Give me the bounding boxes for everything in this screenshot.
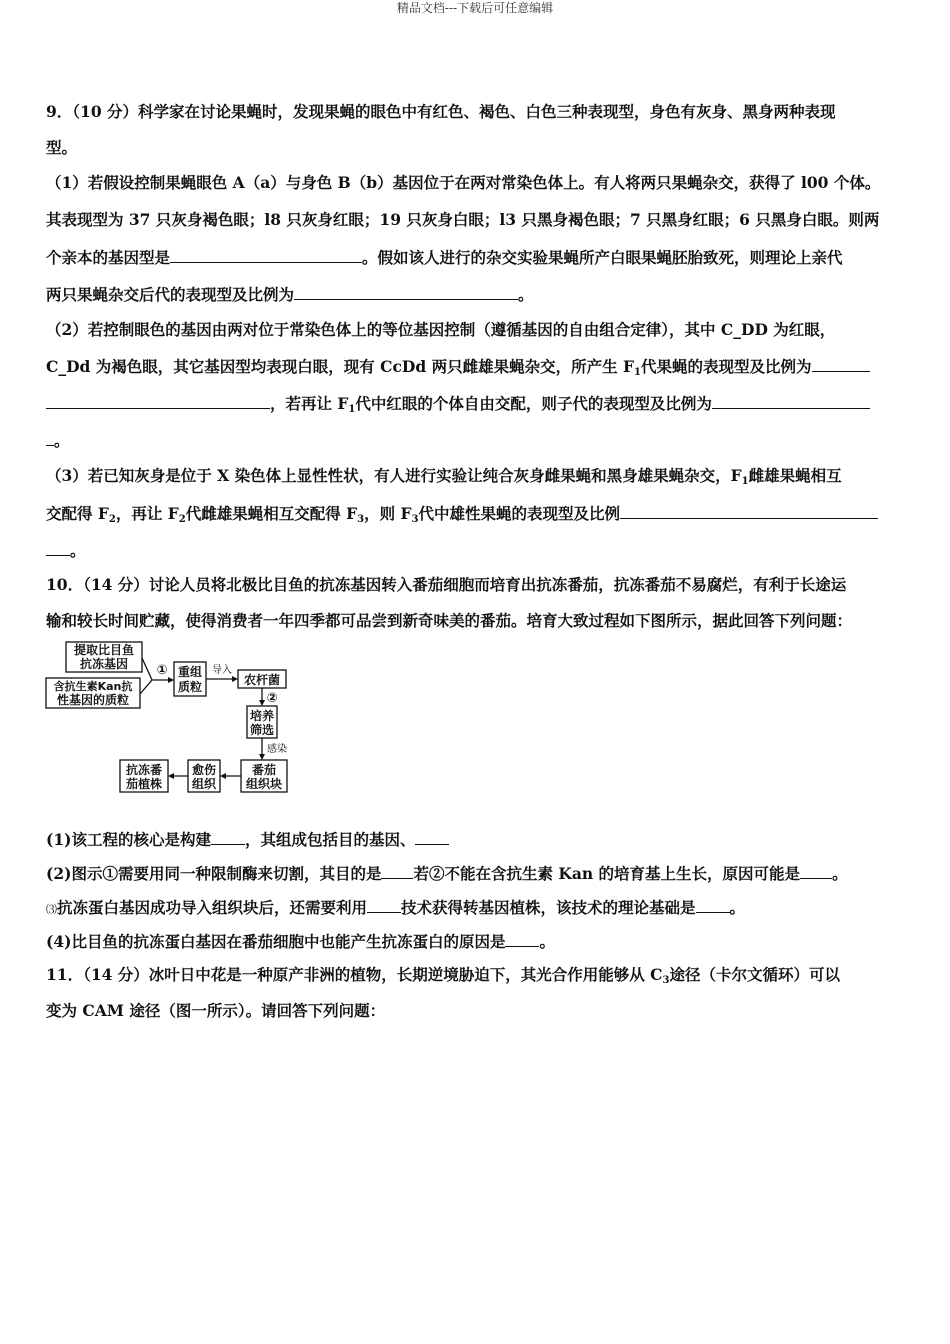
q10-sub-2 (46, 863, 908, 884)
diagram-label: 抗冻基因 (79, 657, 129, 671)
q9-line-13-text: 。 (70, 541, 86, 560)
diagram-label: 茄植株 (125, 777, 163, 791)
subscript: 1 (634, 367, 641, 378)
arrow-head (259, 754, 265, 760)
q9-line-8-text-b: 代果蝇的表现型及比例为 (640, 357, 812, 376)
q9-line-6-text-a: 两只果蝇杂交后代的表现型及比例为 (46, 285, 295, 304)
answer-blank (46, 430, 54, 446)
q9-line-10 (46, 430, 908, 451)
q10-sub-2-text-a: (2)图示①需要用同一种限制酶来切割，其目的是 (46, 864, 382, 883)
q10-sub-4-text-a: (4)比目鱼的抗冻蛋白基因在番茄细胞中也能产生抗冻蛋白的原因是 (46, 932, 506, 951)
answer-blank (211, 829, 245, 845)
q9-line-11-text-a: （3）若已知灰身是位于 X 染色体上显性性状，有人进行实验让纯合灰身雌果蝇和黑身雄果蝇杂交，F (46, 466, 742, 485)
q9-line-12 (46, 503, 908, 524)
q10-sub-2-text-b: 若②不能在含抗生素 Kan 的培育基上生长，原因可能是 (413, 864, 801, 883)
subscript: 3 (357, 514, 365, 525)
q10-sub-1-text-a: (1)该工程的核心是构建 (46, 830, 211, 849)
answer-blank (712, 393, 870, 409)
q10-sub-2-text-c: 。 (832, 864, 848, 883)
q9-line-6-text-b: 。 (518, 285, 534, 304)
process-diagram (44, 640, 294, 796)
q10-sub-3 (46, 897, 908, 920)
q9-line-9-text-a: ，若再让 F (270, 394, 349, 413)
diagram-label: 质粒 (177, 680, 203, 694)
q9-line-2: 型。 (46, 138, 78, 157)
q9-line-12-text-b: ，再让 F (115, 504, 179, 523)
q9-line-13 (46, 540, 908, 561)
answer-blank (381, 863, 413, 879)
subscript: 2 (108, 514, 116, 525)
diagram-label: 组织块 (245, 777, 283, 791)
arrow-head (168, 677, 174, 683)
subscript: 3 (411, 514, 419, 525)
answer-blank (415, 829, 449, 845)
q10-line-2: 输和较长时间贮藏，使得消费者一年四季都可品尝到新奇味美的番茄。培育大致过程如下图所示，据此回答下列问题： (46, 611, 853, 630)
diagram-label: 含抗生素Kan抗 (53, 680, 133, 693)
diagram-label: 农杆菌 (243, 673, 281, 687)
arrow-label: 导入 (212, 665, 232, 676)
q11-line-1-text-a: 11．（14 分）冰叶日中花是一种原产非洲的植物，长期逆境胁迫下，其光合作用能够从 C (46, 965, 663, 984)
q9-line-12-text-a: 交配得 F (46, 504, 109, 523)
q11-line-1-text-b: 途径（卡尔文循环）可以 (669, 965, 841, 984)
step-marker: ② (266, 691, 278, 706)
q10-sub-1 (46, 829, 908, 850)
q9-line-5-text-b: 。假如该人进行的杂交实验果蝇所产白眼果蝇胚胎致死，则理论上亲代 (362, 248, 843, 267)
q10-sub-3-text-c: 。 (729, 898, 746, 917)
diagram-label: 培养 (249, 709, 275, 723)
answer-blank (696, 897, 730, 913)
answer-blank (170, 247, 362, 263)
diagram-label: 重组 (177, 665, 203, 679)
q10-sub-4 (46, 931, 908, 952)
arrow-head (232, 676, 238, 682)
q9-line-11-text-b: 雌雄果蝇相互 (748, 466, 842, 485)
q9-line-6 (46, 284, 908, 305)
q9-line-11 (46, 466, 908, 486)
diagram-label: 番茄 (251, 763, 277, 777)
q9-line-12-text-d: ，则 F (364, 504, 412, 523)
diagram-label: 性基因的质粒 (56, 693, 130, 707)
arrow-head (220, 773, 226, 779)
q9-line-8-text-a: C_Dd 为褐色眼，其它基因型均表现白眼，现有 CcDd 两只雌雄果蝇杂交，所产生 F (46, 357, 635, 376)
q10-sub-3-text-b: 技术获得转基因植株，该技术的理论基础是 (401, 898, 696, 917)
q9-line-5 (46, 247, 908, 268)
page-header: 精品文档---下载后可任意编辑 (396, 1, 554, 15)
q10-line-1: 10．（14 分）讨论人员将北极比目鱼的抗冻基因转入番茄细胞而培育出抗冻番茄，抗冻番茄不易腐烂，有利于长途运 (46, 575, 847, 594)
q10-sub-3-text-a: 抗冻蛋白基因成功导入组织块后，还需要利用 (57, 898, 368, 917)
q9-line-1: 9．（10 分）科学家在讨论果蝇时，发现果蝇的眼色中有红色、褐色、白色三种表现型，身色有灰身、黑身两种表现 (46, 102, 836, 121)
answer-blank (812, 356, 870, 372)
arrow-head (168, 773, 174, 779)
q9-line-9 (46, 393, 908, 414)
answer-blank (294, 284, 518, 300)
diagram-label: 组织 (191, 777, 217, 791)
q10-sub-3-number: ⑶ (46, 903, 57, 916)
q10-sub-1-text-b: ，其组成包括目的基因、 (244, 830, 416, 849)
q9-line-7: （2）若控制眼色的基因由两对位于常染色体上的等位基因控制（遵循基因的自由组合定律），其中 C_DD 为红眼， (46, 320, 836, 339)
subscript: 3 (662, 975, 670, 986)
answer-blank (367, 897, 401, 913)
answer-blank (620, 503, 878, 519)
q11-line-2: 变为 CAM 途径（图一所示）。请回答下列问题： (46, 1001, 386, 1020)
q9-line-8 (46, 356, 908, 377)
diagram-label: 抗冻番 (125, 763, 163, 777)
diagram-label: 筛选 (249, 723, 275, 737)
diagram-label: 提取比目鱼 (73, 643, 135, 657)
arrow-label: 感染 (267, 744, 287, 755)
subscript: 1 (741, 476, 749, 487)
answer-blank (800, 863, 832, 879)
q10-sub-4-text-b: 。 (539, 932, 555, 951)
subscript: 2 (178, 514, 186, 525)
step-marker: ① (156, 663, 168, 678)
arrow-head (259, 700, 265, 706)
q9-line-9-text-b: 代中红眼的个体自由交配，则子代的表现型及比例为 (355, 394, 712, 413)
q9-line-10-text: 。 (54, 431, 70, 450)
answer-blank (46, 393, 270, 409)
q9-line-3: （1）若假设控制果蝇眼色 A（a）与身色 B（b）基因位于在两对常染色体上。有人将两只果蝇杂交，获得了 l00 个体。 (46, 173, 881, 192)
answer-blank (46, 540, 70, 556)
q9-line-5-text-a: 个亲本的基因型是 (46, 248, 171, 267)
q9-line-12-text-c: 代雌雄果蝇相互交配得 F (185, 504, 358, 523)
diagram-label: 愈伤 (191, 763, 217, 777)
q9-line-12-text-e: 代中雄性果蝇的表现型及比例 (418, 504, 621, 523)
answer-blank (505, 931, 539, 947)
q9-line-4: 其表现型为 37 只灰身褐色眼；l8 只灰身红眼；19 只灰身白眼；l3 只黑身褐色眼；7 只黑身红眼；6 只黑身白眼。则两 (46, 210, 880, 229)
q11-line-1 (46, 965, 908, 985)
subscript: 1 (348, 404, 356, 415)
